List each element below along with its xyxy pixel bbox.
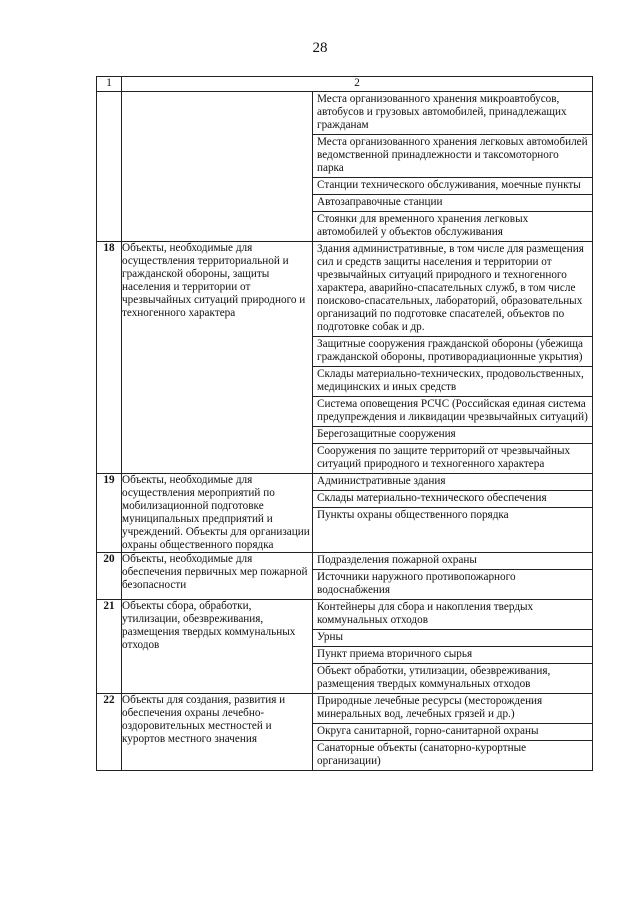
object-item: Места организованного хранения легковых автомобилей ведомственной принадлежности и таксомоторного парка bbox=[313, 134, 592, 177]
object-item: Места организованного хранения микроавтобусов, автобусов и грузовых автомобилей, принадлежащих гражданам bbox=[317, 93, 567, 131]
object-item: Природные лечебные ресурсы (месторождения минеральных вод, лечебных грязей и др.) bbox=[317, 695, 543, 720]
row-number: 22 bbox=[97, 694, 122, 771]
header-col-2: 2 bbox=[122, 77, 593, 92]
object-type-cell bbox=[122, 92, 313, 242]
table-row bbox=[97, 553, 593, 600]
object-item: Сооружения по защите территорий от чрезвычайных ситуаций природного и техногенного характера bbox=[313, 443, 592, 473]
row-number bbox=[97, 92, 122, 242]
row-number: 19 bbox=[97, 474, 122, 553]
object-items-cell bbox=[313, 553, 593, 600]
object-type-cell: Объекты сбора, обработки, утилизации, обезвреживания, размещения твердых коммунальных отходов bbox=[122, 600, 313, 694]
object-items-cell bbox=[313, 474, 593, 553]
object-items-cell bbox=[313, 92, 593, 242]
object-item: Станции технического обслуживания, моечные пункты bbox=[313, 177, 592, 194]
table-header-row bbox=[97, 77, 593, 92]
object-item: Урны bbox=[313, 629, 592, 646]
object-items-cell bbox=[313, 242, 593, 474]
object-item: Пункт приема вторичного сырья bbox=[313, 646, 592, 663]
object-item: Берегозащитные сооружения bbox=[313, 426, 592, 443]
row-number: 20 bbox=[97, 553, 122, 600]
header-col-1: 1 bbox=[97, 77, 122, 92]
object-type-cell: Объекты, необходимые для осуществления мероприятий по мобилизационной подготовке муниципальных предприятий и учреждений. Объекты для организации охраны общественного порядка bbox=[122, 474, 313, 553]
object-item: Контейнеры для сбора и накопления твердых коммунальных отходов bbox=[317, 601, 534, 626]
object-item: Административные здания bbox=[317, 475, 446, 487]
object-item: Склады материально-технического обеспечения bbox=[313, 490, 592, 507]
table-row bbox=[97, 600, 593, 694]
row-number: 21 bbox=[97, 600, 122, 694]
object-item: Округа санитарной, горно-санитарной охраны bbox=[313, 723, 592, 740]
object-item: Здания административные, в том числе для размещения сил и средств защиты населения и территории от чрезвычайных ситуаций природного и техногенного характера, аварийно-спасательных служб, в том числе поисково-спасательных, лабораторий, образовательных организаций по подготовке спасателей, объектов по подготовке собак и др. bbox=[317, 243, 584, 333]
table-row bbox=[97, 474, 593, 553]
object-items-cell bbox=[313, 600, 593, 694]
object-item: Стоянки для временного хранения легковых автомобилей у объектов обслуживания bbox=[313, 211, 592, 241]
object-item: Пункты охраны общественного порядка bbox=[313, 507, 592, 524]
table-row bbox=[97, 694, 593, 771]
object-item: Подразделения пожарной охраны bbox=[317, 554, 477, 566]
object-item: Склады материально-технических, продовольственных, медицинских и иных средств bbox=[313, 366, 592, 396]
object-type-cell: Объекты для создания, развития и обеспечения охраны лечебно-оздоровительных местностей и курортов местного значения bbox=[122, 694, 313, 771]
objects-table-body bbox=[97, 77, 593, 771]
objects-table bbox=[96, 76, 593, 771]
row-number: 18 bbox=[97, 242, 122, 474]
object-type-cell: Объекты, необходимые для осуществления территориальной и гражданской обороны, защиты населения и территории от чрезвычайных ситуаций природного и техногенного характера bbox=[122, 242, 313, 474]
page-number: 28 bbox=[312, 40, 328, 56]
object-item: Источники наружного противопожарного водоснабжения bbox=[313, 569, 592, 599]
object-item: Автозаправочные станции bbox=[313, 194, 592, 211]
object-items-cell bbox=[313, 694, 593, 771]
object-item: Защитные сооружения гражданской обороны (убежища гражданской обороны, противорадиационные укрытия) bbox=[313, 336, 592, 366]
object-type-cell: Объекты, необходимые для обеспечения первичных мер пожарной безопасности bbox=[122, 553, 313, 600]
object-item: Система оповещения РСЧС (Российская единая система предупреждения и ликвидации чрезвычайных ситуаций) bbox=[313, 396, 592, 426]
table-row bbox=[97, 92, 593, 242]
table-row bbox=[97, 242, 593, 474]
object-item: Объект обработки, утилизации, обезвреживания, размещения твердых коммунальных отходов bbox=[313, 663, 592, 693]
object-item: Санаторные объекты (санаторно-курортные организации) bbox=[313, 740, 592, 770]
